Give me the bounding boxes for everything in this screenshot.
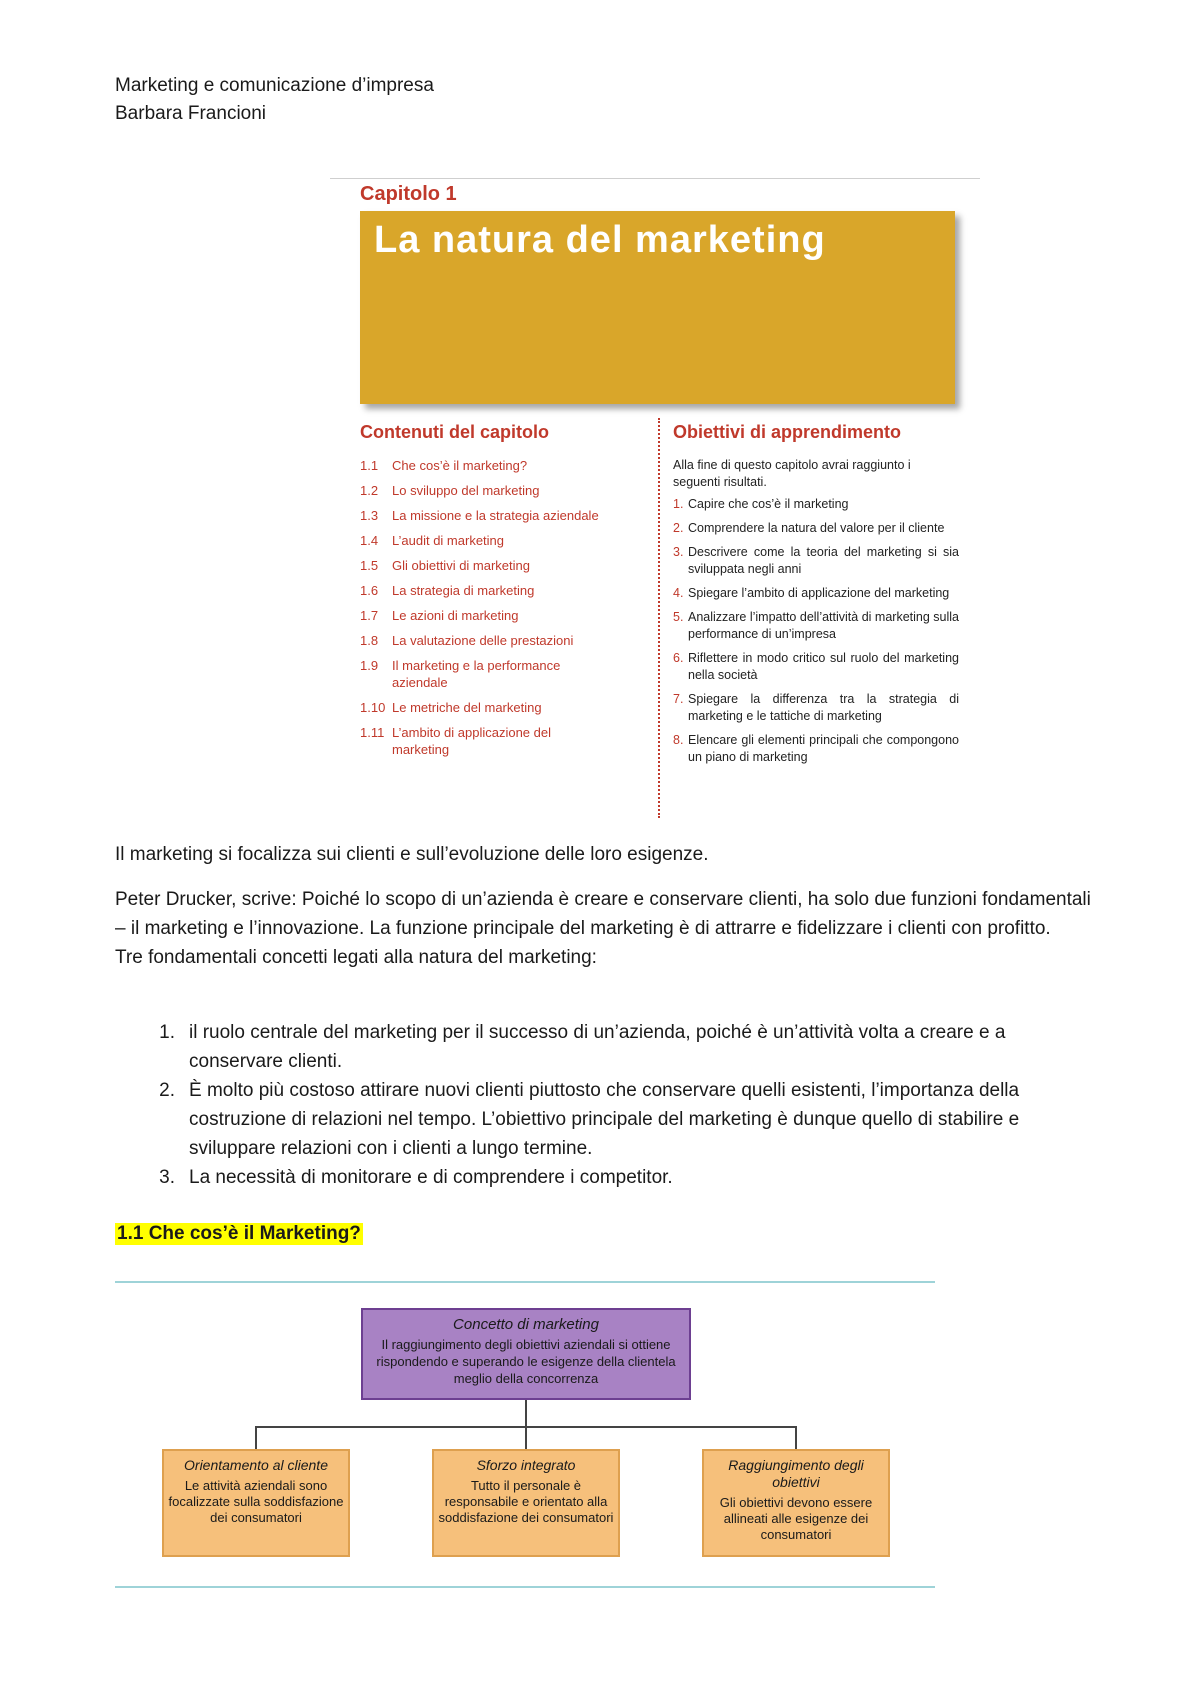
list-item: 3. Descrivere come la teoria del marketing si sia sviluppata negli anni [673,545,959,576]
list-item: 2. Comprendere la natura del valore per il cliente [673,521,945,535]
diagram-bottom-rule [115,1586,935,1588]
concept-body: Il raggiungimento degli obiettivi aziendali si ottiene rispondendo e superando le esigenze della clientela meglio della concorrenza [376,1337,676,1386]
list-item: 6. Riflettere in modo critico sul ruolo del marketing nella società [673,651,959,682]
list-item: 1.7 Le azioni di marketing [360,608,519,623]
objectives-panel [673,457,959,773]
list-item: 1. il ruolo centrale del marketing per il successo di un’azienda, poiché è un’attività volta a creare e a conservare clienti. [159,1022,1006,1072]
author-name: Barbara Francioni [115,103,267,124]
drucker-quote: Peter Drucker, scrive: Poiché lo scopo di un’azienda è creare e conservare clienti, ha solo due funzioni fondamentali – il marketing e l’innovazione. La funzione principale del marketing è di attrarre e fidelizzare i clienti con profitto. [115,889,1091,939]
objectives-intro: Alla fine di questo capitolo avrai raggiunto i seguenti risultati. [673,458,911,489]
list-item: 1.2 Lo sviluppo del marketing [360,483,540,498]
contents-heading: Contenuti del capitolo [360,422,549,442]
column-divider [658,418,660,818]
marketing-concept-diagram [115,1281,935,1591]
chapter-opener [330,175,980,815]
chapter-label: Capitolo 1 [360,183,457,205]
goal-achievement-box: Raggiungimento degli obiettivi Gli obiettivi devono essere allineati alle esigenze dei consumatori [702,1449,890,1557]
list-item: 1.8 La valutazione delle prestazioni [360,633,574,648]
customer-orientation-box: Orientamento al cliente Le attività aziendali sono focalizzate sulla soddisfazione dei consumatori [162,1449,350,1557]
list-item: 7. Spiegare la differenza tra la strategia di marketing e le tattiche di marketing [673,692,959,723]
list-item: 2. È molto più costoso attirare nuovi clienti piuttosto che conservare quelli esistenti, l’importanza della costruzione di relazioni nel tempo. L’obiettivo principale del marketing è dunque quello di stabilire e sviluppare relazioni con i clienti a lungo termine. [159,1080,1020,1159]
document-header [115,72,434,128]
chapter-contents-list [360,457,640,766]
diagram-top-rule [115,1281,935,1283]
list-item: 1.5 Gli obiettivi di marketing [360,558,530,573]
integrated-effort-box: Sforzo integrato Tutto il personale è responsabile e orientato alla soddisfazione dei consumatori [432,1449,620,1557]
chapter-title-box [360,211,955,404]
section-heading: 1.1 Che cos’è il Marketing? [117,1223,361,1244]
list-item: 1.3 La missione e la strategia aziendale [360,508,599,523]
list-item: 8. Elencare gli elementi principali che compongono un piano di marketing [673,733,959,764]
concept-box [361,1308,691,1400]
connector-left [255,1426,257,1449]
concepts-list [115,1018,1095,1192]
list-item: 1.10 Le metriche del marketing [360,700,542,715]
list-item: 1.9 Il marketing e la performance aziendale [360,658,561,690]
drucker-paragraph [115,885,1095,972]
connector-vertical [525,1400,527,1426]
list-item: 1.1 Che cos’è il marketing? [360,458,528,473]
list-item: 1.6 La strategia di marketing [360,583,535,598]
list-item: 4. Spiegare l’ambito di applicazione del marketing [673,586,950,600]
concept-title: Concetto di marketing [453,1316,599,1333]
list-item: 1. Capire che cos’è il marketing [673,497,849,511]
objectives-heading: Obiettivi di apprendimento [673,422,902,442]
list-item: 5. Analizzare l’impatto dell’attività di marketing sulla performance di un’impresa [673,610,959,641]
concepts-intro: Tre fondamentali concetti legati alla natura del marketing: [115,947,597,968]
chapter-title: La natura del marketing [374,219,826,261]
course-title: Marketing e comunicazione d’impresa [115,75,434,96]
objectives-list [673,496,959,766]
list-item: 1.4 L’audit di marketing [360,533,505,548]
list-item: 1.11 L’ambito di applicazione del marketing [360,725,551,757]
intro-paragraph: Il marketing si focalizza sui clienti e sull’evoluzione delle loro esigenze. [115,844,709,865]
top-rule [330,178,980,179]
connector-right [795,1426,797,1449]
list-item: 3. La necessità di monitorare e di comprendere i competitor. [159,1167,673,1188]
connector-middle [525,1426,527,1449]
